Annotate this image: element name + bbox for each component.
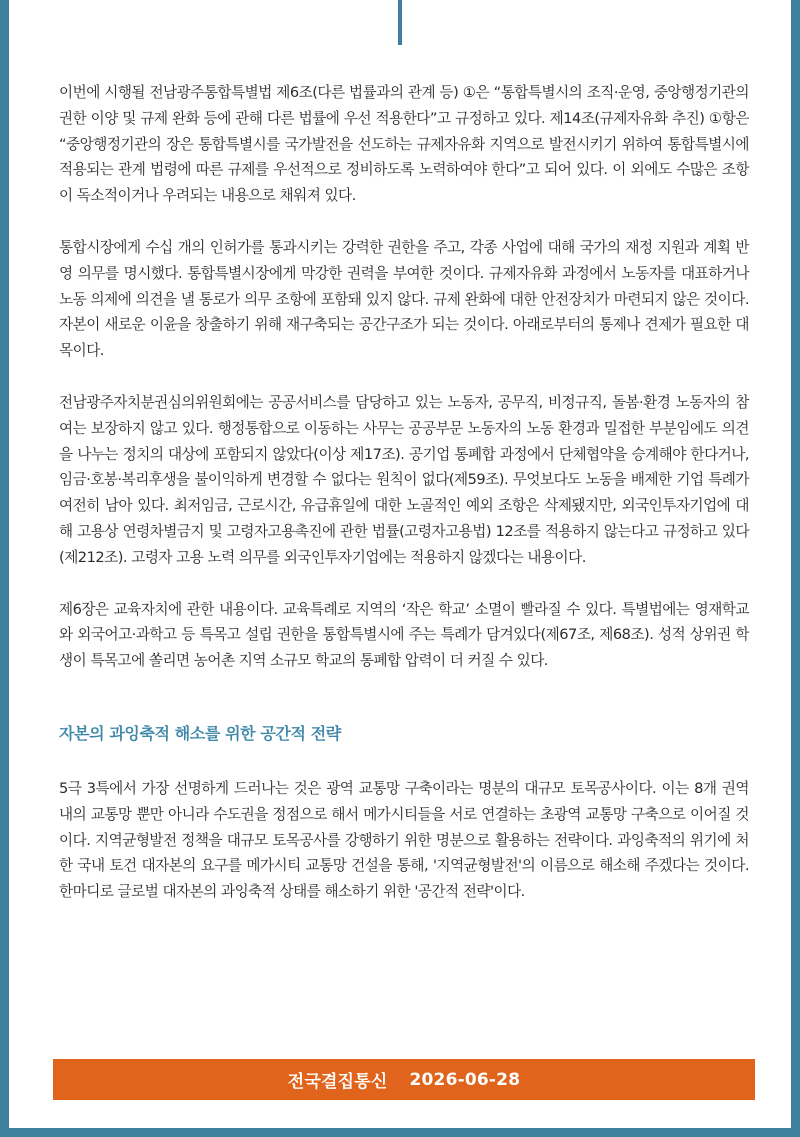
footer-band [53, 1059, 755, 1100]
section-paragraph: 5극 3특에서 가장 선명하게 드러나는 것은 광역 교통망 구축이라는 명분의 대규모 토목공사이다. 이는 8개 권역 내의 교통망 뿐만 아니라 수도권을 정점으로 해서 메가시티들을 서로 연결하는 초광역 교통망 구축으로 이어질 것이다. 지역균형발전 정책을 대규모 토목공사를 강행하기 위한 명분으로 활용하는 전략이다. 과잉축적의 위기에 처한 국내 토건 대자본의 요구를 메가시티 교통망 건설을 통해, '지역균형발전'의 이름으로 해소해 주겠다는 것이다. 한마디로 글로벌 대자본의 과잉축적 상태를 해소하기 위한 '공간적 전략'이다. [59, 779, 749, 901]
article-body [59, 80, 749, 931]
article-paragraph-4: 제6장은 교육자치에 관한 내용이다. 교육특례로 지역의 ‘작은 학교’ 소멸이 빨라질 수 있다. 특별법에는 영재학교와 외국어고·과학고 등 특목고 설립 권한을 통합특별시에 주는 특례가 담겨있다(제67조, 제68조). 성적 상위권 학생이 특목고에 쏠리면 농어촌 지역 소규모 학교의 통폐합 압력이 더 커질 수 있다. [59, 600, 749, 670]
top-divider-mark [398, 0, 402, 45]
article-paragraph-1: 이번에 시행될 전남광주통합특별법 제6조(다른 법률과의 관계 등) ①은 “통합특별시의 조직·운영, 중앙행정기관의 권한 이양 및 규제 완화 등에 관해 다른 법률에 우선 적용한다”고 규정하고 있다. 제14조(규제자유화 추진) ①항은 “중앙행정기관의 장은 통합특별시를 국가발전을 선도하는 규제자유화 지역으로 발전시키기 위하여 통합특별시에 적용되는 관계 법령에 따른 규제를 우선적으로 정비하도록 노력하여야 한다”고 되어 있다. 이 외에도 수많은 조항이 독소적이거나 우려되는 내용으로 채워져 있다. [59, 84, 749, 205]
section-heading: 자본의 과잉축적 해소를 위한 공간적 전략 [59, 723, 341, 743]
document-page [9, 0, 791, 1128]
footer-publication: 전국결집통신 [287, 1072, 388, 1092]
article-paragraph-2: 통합시장에게 수십 개의 인허가를 통과시키는 강력한 권한을 주고, 각종 사업에 대해 국가의 재정 지원과 계획 반영 의무를 명시했다. 통합특별시장에게 막강한 권력을 부여한 것이다. 규제자유화 과정에서 노동자를 대표하거나 노동 의제에 의견을 낼 통로가 의무 조항에 포함돼 있지 않다. 규제 완화에 대한 안전장치가 마련되지 않은 것이다. 자본이 새로운 이윤을 창출하기 위해 재구축되는 공간구조가 되는 것이다. 아래로부터의 통제나 견제가 필요한 대목이다. [59, 238, 749, 360]
article-paragraph-3: 전남광주자치분권심의위원회에는 공공서비스를 담당하고 있는 노동자, 공무직, 비정규직, 돌봄·환경 노동자의 참여는 보장하지 않고 있다. 행정통합으로 이동하는 사무는 공공부문 노동자의 노동 환경과 밀접한 부분임에도 의견을 나누는 정치의 대상에 포함되지 않았다(이상 제17조). 공기업 통폐합 과정에서 단체협약을 승계해야 한다거나, 임금·호봉·복리후생을 불이익하게 변경할 수 없다는 원칙이 없다(제59조). 무엇보다도 노동을 배제한 기업 특례가 여전히 남아 있다. 최저임금, 근로시간, 유급휴일에 대한 노골적인 예외 조항은 삭제됐지만, 외국인투자기업에 대해 고용상 연령차별금지 및 고령자고용촉진에 관한 법률(고령자고용법) 12조를 적용하지 않는다고 규정하고 있다(제212조). 고령자 고용 노력 의무를 외국인투자기업에는 적용하지 않겠다는 내용이다. [59, 393, 749, 566]
footer-date: 2026-06-28 [409, 1069, 521, 1090]
